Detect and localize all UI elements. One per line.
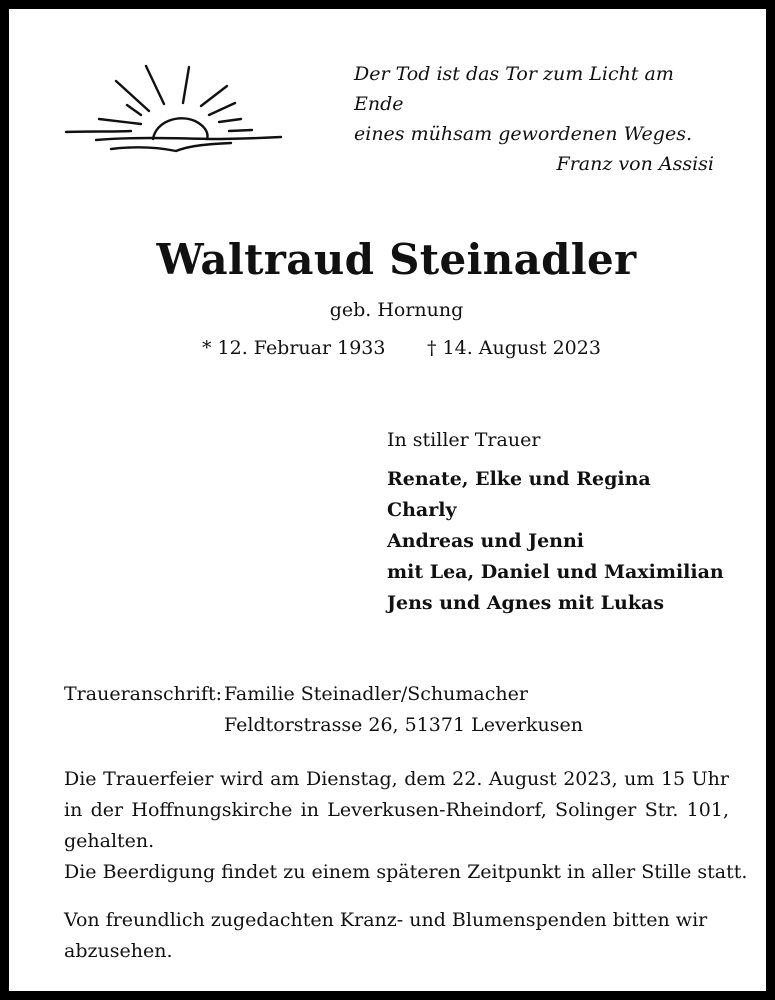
address-line-1: Familie Steinadler/Schumacher: [224, 683, 528, 705]
address-label: Traueranschrift:: [64, 683, 223, 705]
mourning-address: [64, 679, 583, 741]
mourner-name: Charly: [387, 499, 457, 521]
address-line-2: Feldtorstrasse 26, 51371 Leverkusen: [224, 714, 584, 736]
maiden-name: geb. Hornung: [329, 299, 464, 321]
mourning-intro: In stiller Trauer: [387, 429, 541, 451]
quote: [354, 59, 714, 179]
mourner-name: mit Lea, Daniel und Maximilian: [387, 561, 724, 583]
mourner-name: Andreas und Jenni: [387, 530, 585, 552]
quote-author: Franz von Assisi: [556, 153, 714, 175]
quote-line-2: eines mühsam gewordenen Weges.: [354, 123, 692, 145]
deceased-name: Waltraud Steinadler: [156, 235, 637, 284]
death-date: † 14. August 2023: [427, 337, 601, 359]
rising-sun-icon: [61, 59, 286, 159]
mourner-name: Jens und Agnes mit Lukas: [387, 592, 665, 614]
mourners-list: [387, 464, 724, 619]
birth-date: * 12. Februar 1933: [202, 337, 386, 359]
quote-line-1: Der Tod ist das Tor zum Licht am Ende: [354, 63, 674, 115]
mourner-name: Renate, Elke und Regina: [387, 468, 651, 490]
burial-text: Die Beerdigung findet zu einem späteren Zeitpunkt in aller Stille statt.: [64, 861, 748, 883]
ceremony-text: Die Trauerfeier wird am Dienstag, dem 22. August 2023, um 15 Uhr in der Hoffnungskirche in Leverkusen-Rheindorf, Solinger Str. 101, gehalten.: [64, 768, 729, 852]
donation-text: Von freundlich zugedachten Kranz- und Blumenspenden bitten wir abzusehen.: [64, 909, 708, 962]
